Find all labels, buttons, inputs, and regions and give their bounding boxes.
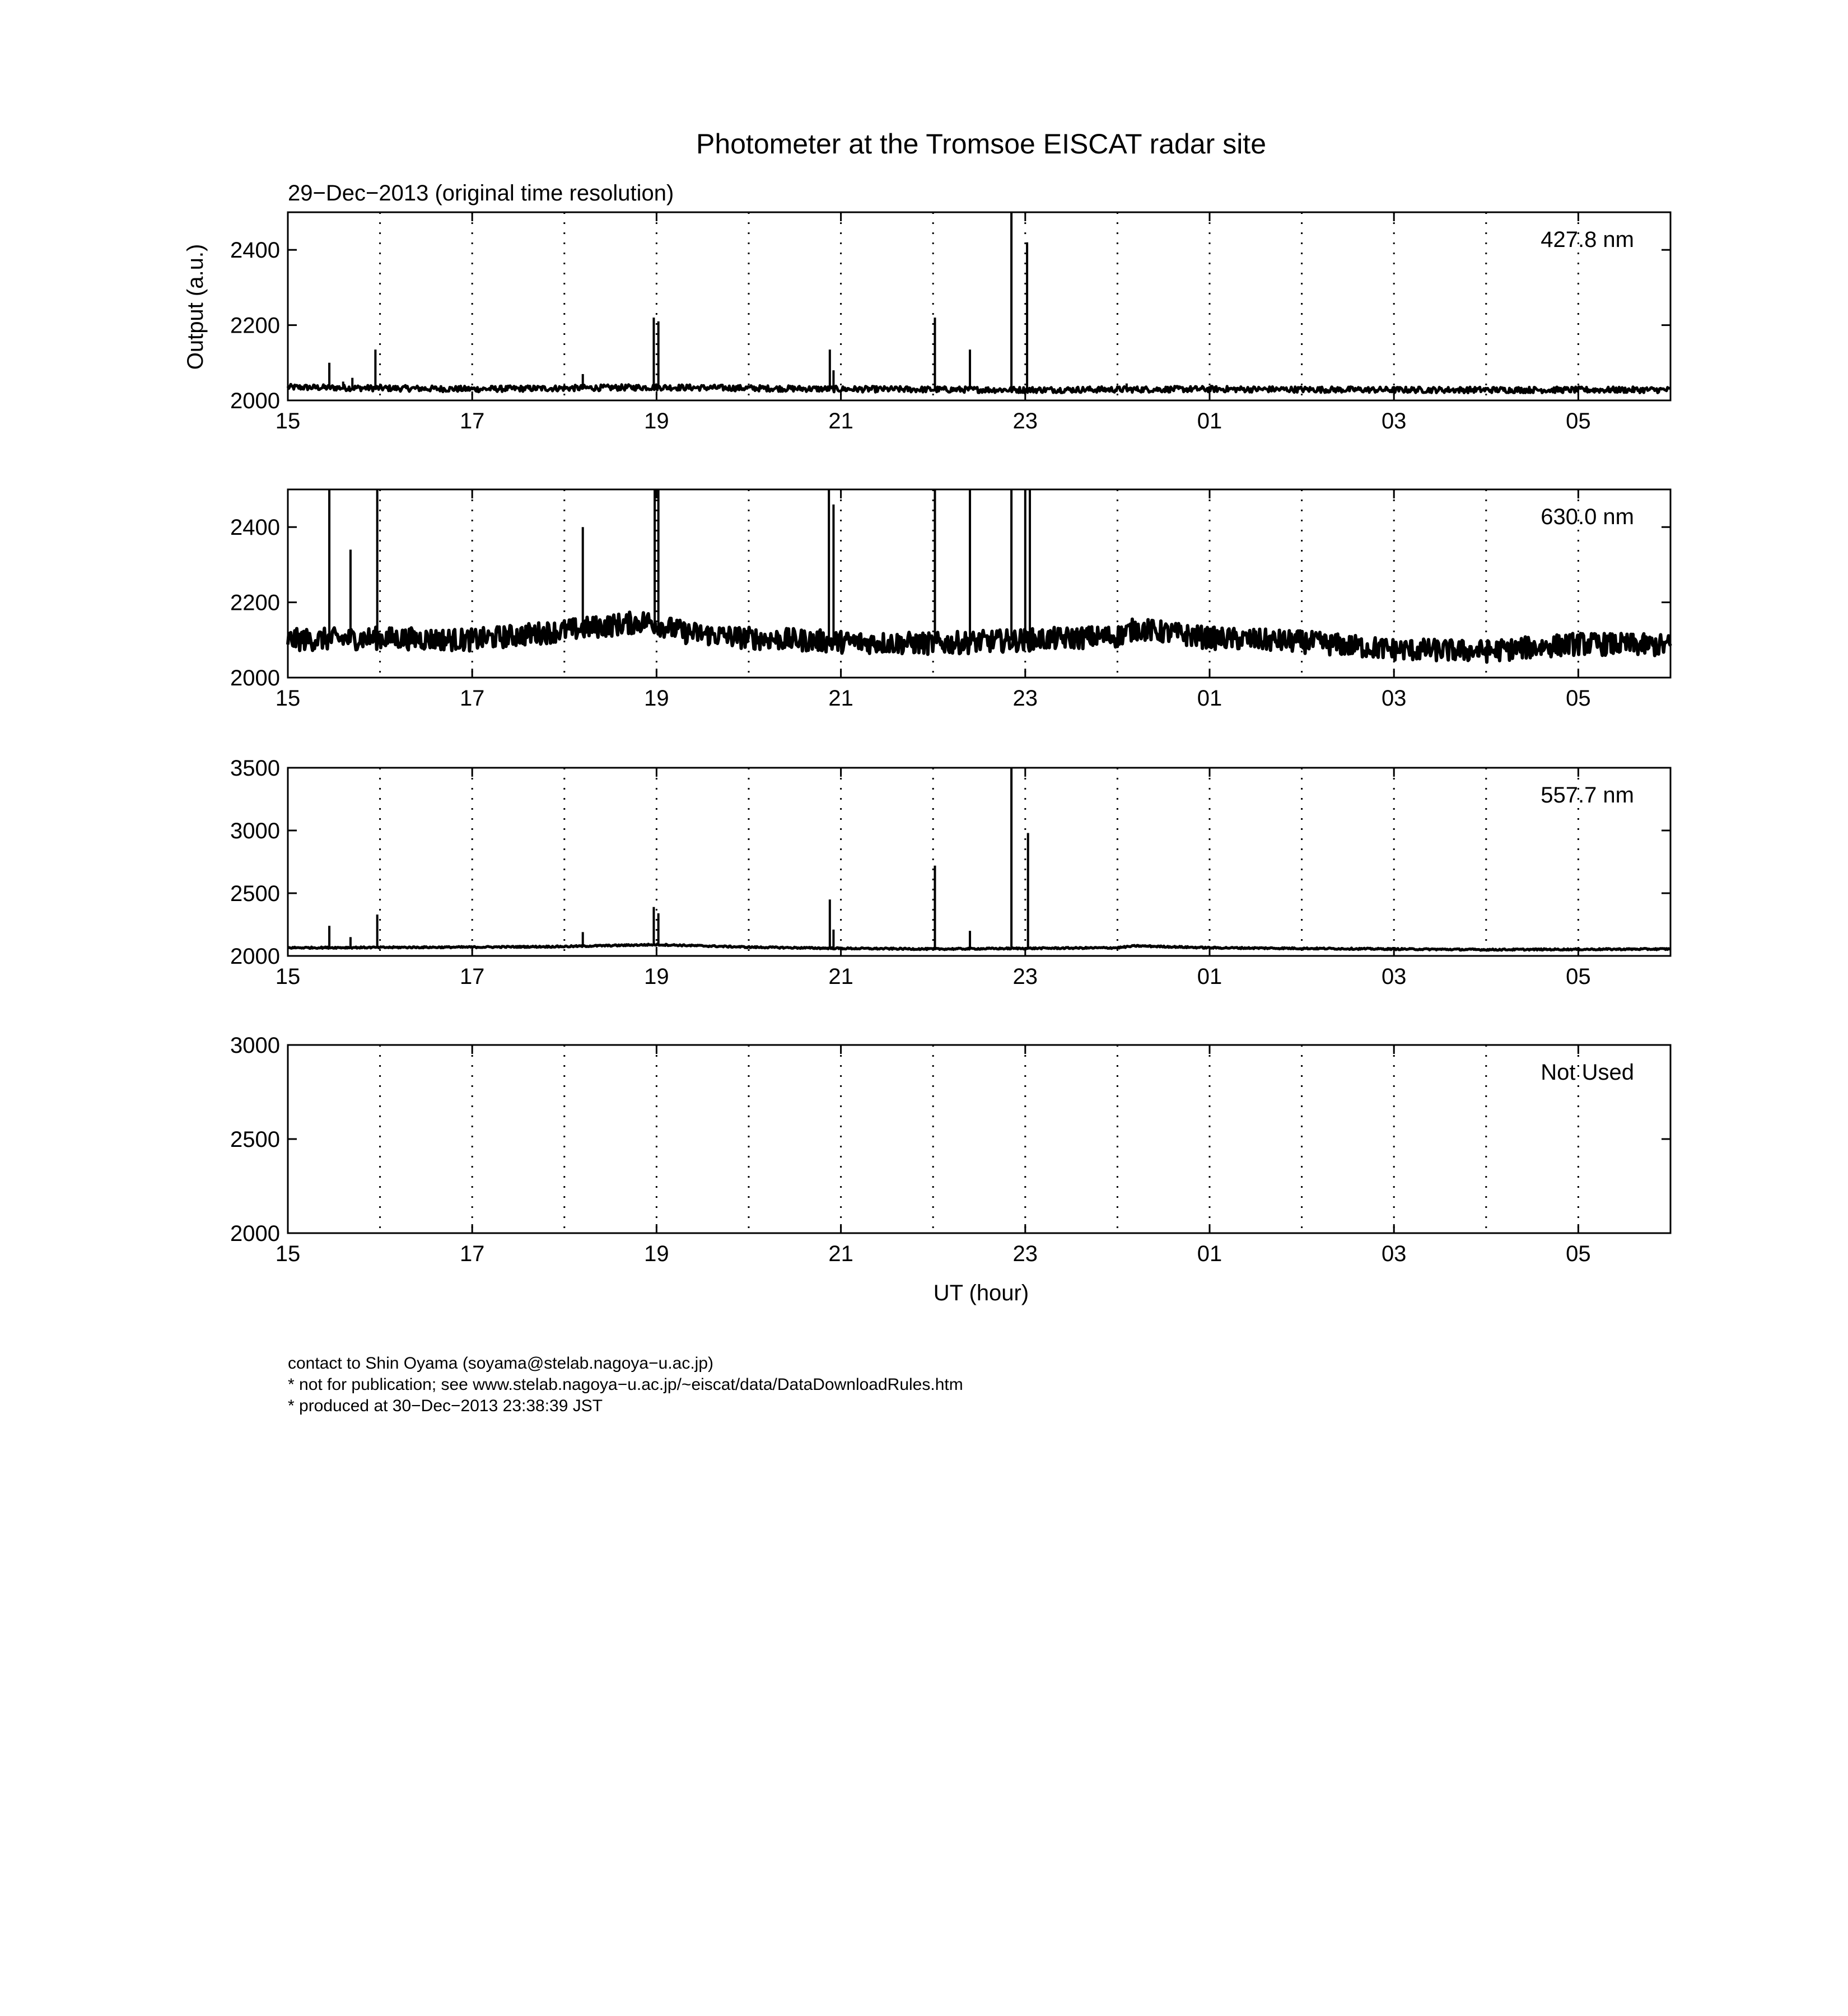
series-line xyxy=(288,384,1670,393)
y-tick-label: 3500 xyxy=(230,756,280,781)
axes-frame xyxy=(288,1045,1670,1233)
y-tick-label: 2000 xyxy=(230,1221,280,1246)
x-tick-label: 21 xyxy=(828,686,853,711)
x-tick-label: 21 xyxy=(828,409,853,433)
x-tick-label: 23 xyxy=(1012,1242,1038,1266)
x-tick-label: 05 xyxy=(1566,409,1591,433)
y-axis-label: Output (a.u.) xyxy=(183,244,208,370)
x-tick-label: 17 xyxy=(459,409,485,433)
x-tick-label: 01 xyxy=(1197,1242,1222,1266)
x-tick-label: 21 xyxy=(828,964,853,989)
axes-frame xyxy=(288,212,1670,400)
x-tick-label: 19 xyxy=(644,686,669,711)
x-tick-label: 23 xyxy=(1012,686,1038,711)
x-tick-label: 17 xyxy=(459,1242,485,1266)
channel-label: 630.0 nm xyxy=(1541,505,1634,529)
x-tick-label: 19 xyxy=(644,964,669,989)
panel-4 xyxy=(230,1033,1670,1266)
y-tick-label: 2000 xyxy=(230,389,280,413)
footer-contact: contact to Shin Oyama (soyama@stelab.nagoya−u.ac.jp) xyxy=(288,1354,714,1373)
x-tick-label: 05 xyxy=(1566,686,1591,711)
x-tick-label: 17 xyxy=(459,964,485,989)
x-tick-label: 03 xyxy=(1381,686,1407,711)
y-tick-label: 2500 xyxy=(230,1127,280,1152)
panel-3 xyxy=(230,756,1670,989)
series-line xyxy=(288,944,1670,950)
channel-label: 557.7 nm xyxy=(1541,783,1634,808)
x-tick-label: 15 xyxy=(275,409,301,433)
chart-subtitle: 29−Dec−2013 (original time resolution) xyxy=(288,181,674,206)
channel-label: Not Used xyxy=(1541,1060,1634,1085)
footer-produced: * produced at 30−Dec−2013 23:38:39 JST xyxy=(288,1397,603,1415)
x-axis-label: UT (hour) xyxy=(933,1281,1029,1305)
channel-label: 427.8 nm xyxy=(1541,227,1634,252)
x-tick-label: 17 xyxy=(459,686,485,711)
y-tick-label: 2500 xyxy=(230,881,280,906)
y-tick-label: 2000 xyxy=(230,944,280,969)
y-tick-label: 3000 xyxy=(230,819,280,843)
y-tick-label: 2200 xyxy=(230,313,280,338)
x-tick-label: 15 xyxy=(275,686,301,711)
x-tick-label: 01 xyxy=(1197,409,1222,433)
x-tick-label: 23 xyxy=(1012,409,1038,433)
y-tick-label: 2000 xyxy=(230,666,280,690)
panel-2 xyxy=(230,489,1670,711)
panels xyxy=(230,212,1670,1266)
footer-notes xyxy=(288,1353,963,1417)
axes-frame xyxy=(288,768,1670,956)
x-tick-label: 03 xyxy=(1381,1242,1407,1266)
series-line xyxy=(288,612,1670,662)
x-tick-label: 15 xyxy=(275,1242,301,1266)
y-tick-label: 2200 xyxy=(230,590,280,615)
x-tick-label: 03 xyxy=(1381,409,1407,433)
x-tick-label: 01 xyxy=(1197,686,1222,711)
footer-rules: * not for publication; see www.stelab.nagoya−u.ac.jp/~eiscat/data/DataDownloadRules.htm xyxy=(288,1375,963,1394)
y-tick-label: 2400 xyxy=(230,238,280,263)
y-tick-label: 3000 xyxy=(230,1033,280,1058)
panel-1 xyxy=(230,212,1670,433)
x-tick-label: 19 xyxy=(644,409,669,433)
chart-title: Photometer at the Tromsoe EISCAT radar site xyxy=(696,128,1267,160)
x-tick-label: 03 xyxy=(1381,964,1407,989)
x-tick-label: 23 xyxy=(1012,964,1038,989)
x-tick-label: 15 xyxy=(275,964,301,989)
x-tick-label: 19 xyxy=(644,1242,669,1266)
x-tick-label: 01 xyxy=(1197,964,1222,989)
x-tick-label: 05 xyxy=(1566,1242,1591,1266)
x-tick-label: 21 xyxy=(828,1242,853,1266)
x-tick-label: 05 xyxy=(1566,964,1591,989)
y-tick-label: 2400 xyxy=(230,515,280,540)
